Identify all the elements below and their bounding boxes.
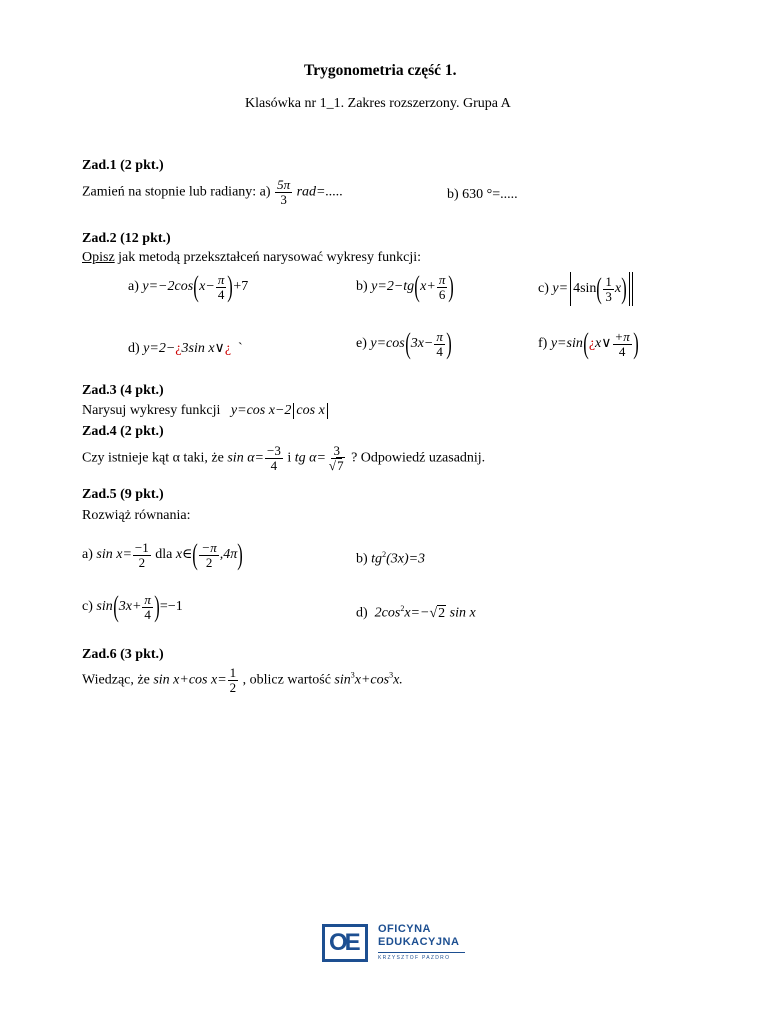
task-2-c: c) y= 4sin( $\frac{1}{3}$ x)	[538, 272, 635, 306]
task-4-text1: Czy istnieje kąt α taki, że	[82, 450, 224, 466]
task-6-line: Wiedząc, że sin x+cos x= $\frac{1}{2}$ , oblicz wartość $\sin^3x+\cos^3x$.	[82, 665, 403, 695]
task-1-a-rest: rad=.....	[296, 184, 343, 200]
logo-divider	[378, 952, 465, 953]
logo-mark-icon: OE	[322, 924, 368, 962]
task-2-heading: Zad.2 (12 pkt.)	[82, 231, 171, 246]
task-4-text2: ? Odpowiedź uzasadnij.	[351, 450, 486, 466]
task-2-b: b) y=2−tg(x+ $\frac{\pi}{6}$ )	[356, 270, 455, 303]
task-3-line	[82, 403, 330, 419]
task-3-expr-b: cos x	[296, 403, 325, 419]
task-4-heading: Zad.4 (2 pkt.)	[82, 424, 164, 439]
task-2-text-rest: jak metodą przekształceń narysować wykresy funkcji:	[114, 250, 421, 265]
page-title: Trygonometria część 1.	[304, 62, 457, 79]
task-4-line: Czy istnieje kąt α taki, że sin α= $\frac{-3}{4}$ i tg α= $\frac{3}{√7}$ ? Odpowiedź uzasadnij.	[82, 443, 486, 473]
task-6-text1: Wiedząc, że	[82, 672, 150, 688]
task-3-expr-a: y=cos x−2	[230, 403, 292, 419]
task-2-a: a) y=−2cos(x− $\frac{\pi}{4}$ )+7	[128, 270, 249, 303]
page-subtitle: Klasówka nr 1_1. Zakres rozszerzony. Grupa A	[245, 96, 511, 111]
task-5-c: c) sin(3x+ $\frac{\pi}{4}$ )=−1	[82, 590, 183, 623]
task-3-heading: Zad.3 (4 pkt.)	[82, 383, 164, 398]
task-1-heading: Zad.1 (2 pkt.)	[82, 158, 164, 173]
task-6-heading: Zad.6 (3 pkt.)	[82, 647, 164, 662]
task-3-text: Narysuj wykresy funkcji	[82, 403, 221, 419]
publisher-logo	[322, 922, 467, 966]
task-5-d: d) $2\cos^2x=-√2$ sin x	[356, 604, 476, 621]
task-2-text	[82, 250, 421, 266]
task-1-fraction: $\frac{5\pi}{3}$	[277, 177, 291, 207]
logo-line-3: KRZYSZTOF PAZDRO	[378, 955, 451, 961]
task-2-text-underlined: Opisz	[82, 250, 115, 265]
task-1-text: Zamień na stopnie lub radiany: a)	[82, 184, 271, 200]
task-1-b	[447, 187, 518, 203]
task-5-a: a) sin x= $\frac{-1}{2}$ dla x∈( $\frac{-\pi}{2}$ ,4π)	[82, 538, 243, 571]
task-1-line	[82, 178, 343, 206]
logo-line-1: OFICYNA	[378, 923, 431, 935]
task-6-text2: , oblicz wartość	[242, 672, 331, 688]
task-5-heading: Zad.5 (9 pkt.)	[82, 487, 164, 502]
task-1-b-label: b)	[447, 187, 459, 202]
task-2-e: e) y=cos(3x− $\frac{\pi}{4}$ )	[356, 327, 452, 360]
logo-line-2: EDUKACYJNA	[378, 936, 460, 948]
task-2-d: d) y=2−¿3sin x∨¿ `	[128, 341, 243, 356]
task-2-f: f) y=sin(¿x∨ $\frac{+\pi}{4}$ )	[538, 327, 639, 360]
task-1-b-expr: 630 °=.....	[462, 187, 518, 202]
task-5-text: Rozwiąż równania:	[82, 508, 191, 523]
task-5-b: b) $tg^2(3x)=3$	[356, 550, 426, 567]
